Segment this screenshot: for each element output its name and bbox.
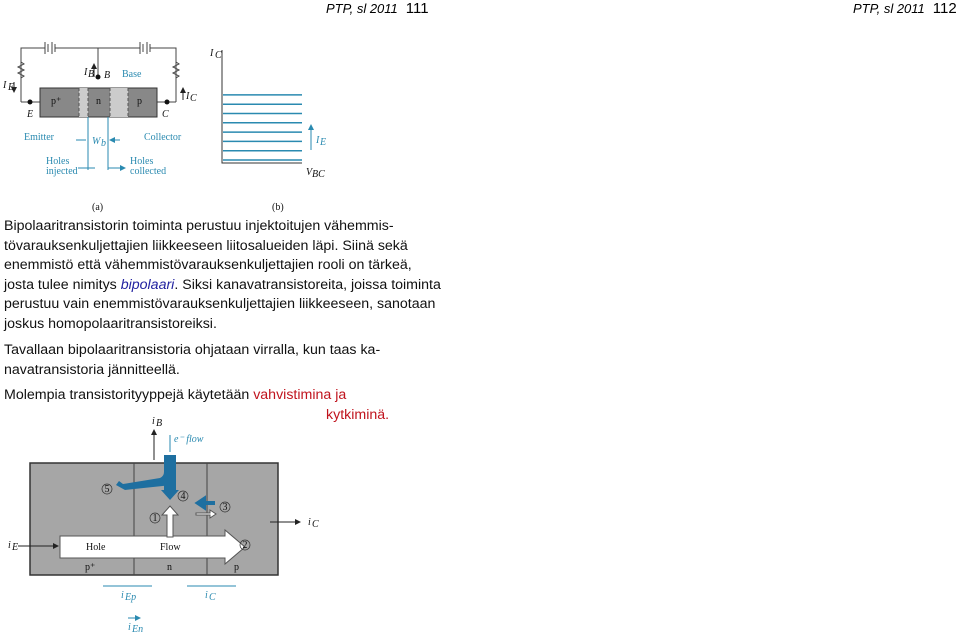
paragraph-2: Tavallaan bipolaaritransistoria ohjataan virralla, kun taas ka-navatransistoria jännitteellä. [4, 342, 381, 378]
label-B: B [104, 70, 111, 81]
y-axis-label: I [210, 48, 214, 59]
label-base: Base [122, 69, 142, 80]
label-holes-injected: Holes [46, 156, 70, 167]
transistor-figure-bottom [0, 410, 340, 638]
label-emitter: Emitter [24, 132, 54, 143]
label-iC: i [308, 517, 311, 528]
page-number: 112 [932, 0, 957, 17]
paragraph-1 [4, 217, 444, 334]
ic-vbc-graph [209, 48, 326, 213]
label-e-flow: e⁻ flow [174, 434, 204, 445]
page-header-left [326, 0, 429, 17]
label-wb-sub: b [101, 138, 106, 149]
page-header-right [853, 0, 957, 17]
label-p-plus: p⁺ [85, 562, 96, 573]
label-iE-sub: E [12, 542, 19, 553]
label-n: n [167, 562, 172, 573]
marker-3: 3 [222, 502, 228, 513]
p1-text: Bipolaaritransistorin toiminta perustuu injektoitujen vähemmis-tövarauksenkuljettajien liikkeeseen liitosalueiden läpi. Siinä sekä enemmistö että vähemmistövarauksenkuljettajien rooli on tärkeä, josta tulee nimitys [4, 218, 412, 293]
transistor-figure-top [0, 30, 340, 215]
marker-5: 5 [104, 484, 110, 495]
page-number: 111 [405, 0, 429, 17]
p3-highlight-2: kytkiminä. [326, 406, 390, 423]
label-iE: i [8, 540, 11, 551]
marker-1: 1 [152, 513, 158, 524]
term-bipolaari: bipolaari [120, 276, 175, 293]
label-iEp-sub: Ep [125, 592, 137, 603]
label-iEn: i [128, 622, 131, 633]
p3-text: Molempia transistorityyppejä käytetään [4, 387, 254, 403]
label-iC-bottom-sub: C [209, 592, 216, 603]
label-IB: I [84, 67, 88, 78]
ie-arrow-label: I [316, 135, 320, 146]
label-holes-injected-2: injected [46, 166, 78, 177]
label-holes-collected-2: collected [130, 166, 167, 177]
label-IE-sub: E [8, 82, 15, 93]
p3-highlight: vahvistimina ja [253, 387, 347, 403]
label-IC-sub: C [190, 93, 197, 104]
label-holes-collected: Holes [130, 156, 154, 167]
label-p: p [234, 562, 239, 573]
marker-4: 4 [180, 491, 186, 502]
course-label: PTP, sl 2011 [853, 1, 925, 16]
label-collector: Collector [144, 132, 182, 143]
marker-2: 2 [242, 540, 248, 551]
label-p-plus: p⁺ [51, 96, 62, 107]
label-n: n [96, 96, 101, 107]
label-flow: Flow [160, 542, 181, 553]
label-E: E [27, 109, 34, 120]
label-iC-bottom: i [205, 590, 208, 601]
y-axis-label-sub: C [215, 50, 222, 61]
label-IB-sub: B [88, 69, 95, 80]
label-iEp: i [121, 590, 124, 601]
label-iB: i [152, 416, 155, 427]
label-wb: W [92, 136, 101, 147]
label-IC: I [186, 91, 190, 102]
caption-a: (a) [92, 202, 104, 213]
label-iEn-sub: En [132, 624, 144, 635]
course-label: PTP, sl 2011 [326, 1, 398, 16]
x-axis-label: V [306, 167, 313, 178]
label-IE: I [3, 80, 7, 91]
label-p: p [137, 96, 142, 107]
x-axis-label-sub: BC [312, 169, 325, 180]
ie-arrow-label-sub: E [320, 137, 327, 148]
label-hole: Hole [86, 542, 106, 553]
label-iC-sub: C [312, 519, 319, 530]
p1-text-end: . Siksi kanavatransistoreita, joissa toiminta perustuu vain enemmistövarauksenkuljettajien liikkeeseen, sanotaan joskus homopolaaritransistoreiksi. [4, 276, 441, 332]
label-C: C [162, 109, 169, 120]
caption-b: (b) [272, 202, 284, 213]
label-iB-sub: B [156, 418, 163, 429]
